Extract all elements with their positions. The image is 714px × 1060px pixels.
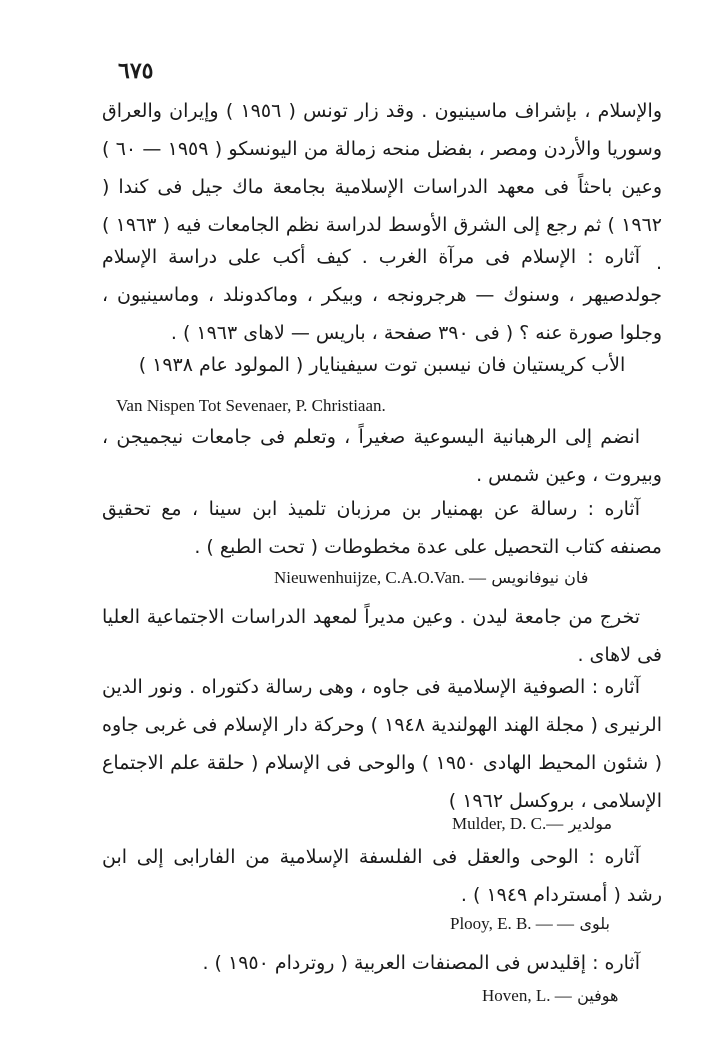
latin-name-plooy: Plooy, E. B. — — (450, 914, 575, 933)
paragraph-nieuwenhuijze-works: آثاره : الصوفية الإسلامية فى جاوه ، وهى رسالة دكتوراه . ونور الدين الرنيرى ( مجلة الهند الهولندية ١٩٤٨ ) وحركة دار الإسلام فى غربى جاوه ( شئون المحيط الهادى ١٩٥٠ ) والوحى فى الإسلام ( حلقة علم الاجتماع الإسلامى ، بروكسل ١٩٦٢ ) (102, 676, 662, 812)
paragraph-mulder-works: آثاره : الوحى والعقل فى الفلسفة الإسلامية من الفارابى إلى ابن رشد ( أمستردام ١٩٤٩ ) . (102, 846, 662, 906)
latin-name-nieuwenhuijze: Nieuwenhuijze, C.A.O.Van. — (274, 568, 486, 587)
entry-heading-mulder (452, 814, 612, 834)
entry-heading-van-nispen: الأب كريستيان فان نيسبن توت سيفينايار ( المولود عام ١٩٣٨ ) (138, 354, 626, 376)
paragraph-van-nispen-bio: انضم إلى الرهبانية اليسوعية صغيراً ، وتعلم فى جامعات نيجميجن ، وبيروت ، وعين شمس . (102, 426, 662, 486)
entry-heading-nieuwenhuijze (274, 568, 588, 588)
arabic-name-plooy: بلوى (579, 914, 610, 933)
latin-name-van-nispen: Van Nispen Tot Sevenaer, P. Christiaan. (116, 396, 386, 415)
latin-name-mulder: Mulder, D. C.— (452, 814, 564, 833)
paragraph-biography-continued: والإسلام ، بإشراف ماسينيون . وقد زار تونس ( ١٩٥٦ ) وإيران والعراق وسوريا والأردن ومصر ، بفضل منحه زمالة من اليونسكو ( ١٩٥٩ — ٦٠ ) وعين باحثاً فى معهد الدراسات الإسلامية بجامعة ماك جيل فى كندا ( ١٩٦٢ ) ثم رجع إلى الشرق الأوسط لدراسة نظم الجامعات فيه ( ١٩٦٣ ) . (102, 100, 663, 274)
paragraph-plooy-works: آثاره : إقليدس فى المصنفات العربية ( روتردام ١٩٥٠ ) . (202, 952, 640, 974)
arabic-name-hoven: هوفين (577, 986, 619, 1005)
entry-heading-plooy (450, 914, 610, 934)
entry-heading-hoven (482, 986, 618, 1006)
paragraph-nieuwenhuijze-bio: تخرج من جامعة ليدن . وعين مديراً لمعهد الدراسات الاجتماعية العليا فى لاهاى . (102, 606, 662, 666)
arabic-name-nieuwenhuijze: فان نيوفانويس (491, 568, 589, 587)
paragraph-works-1: آثاره : الإسلام فى مرآة الغرب . كيف أكب على دراسة الإسلام جولدصيهر ، وسنوك — هرجرونجه ، وبيكر ، وماكدونلد ، وماسينيون ، وجلوا صورة عنه ؟ ( فى ٣٩٠ صفحة ، باريس — لاهاى ١٩٦٣ ) . (102, 246, 662, 344)
paragraph-van-nispen-works: آثاره : رسالة عن بهمنيار بن مرزبان تلميذ ابن سينا ، مع تحقيق مصنفه كتاب التحصيل على عدة مخطوطات ( تحت الطبع ) . (102, 498, 662, 558)
page-number: ٦٧٥ (118, 58, 154, 84)
latin-name-hoven: Hoven, L. — (482, 986, 572, 1005)
arabic-name-mulder: مولدير (568, 814, 613, 833)
